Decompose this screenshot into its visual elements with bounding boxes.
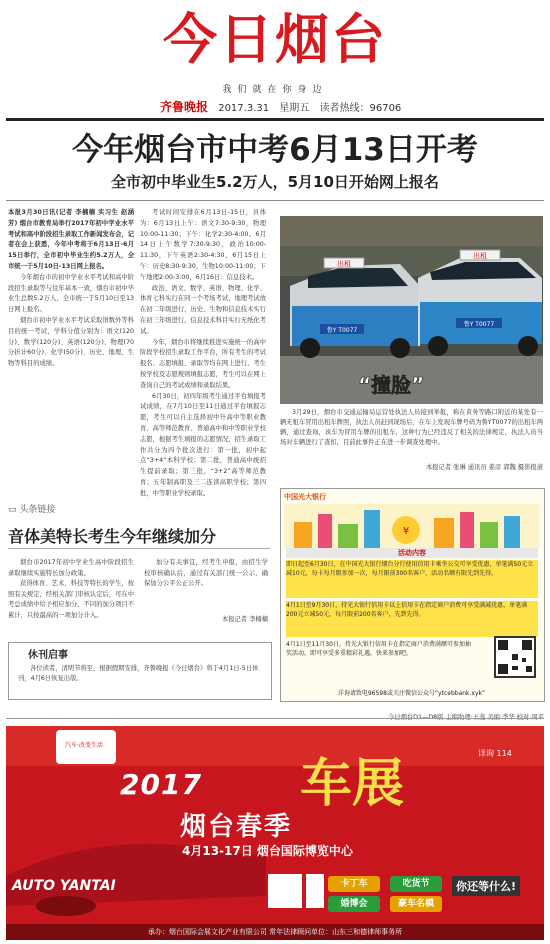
lead-column-1 <box>8 208 134 480</box>
bank-ad-footer: 详询请致电96598或关注微信公众号“ytcebbank.xyk” <box>337 690 486 697</box>
masthead-rule <box>6 118 544 121</box>
story2-paragraph: 烟台市2017年初中学业生高中阶段招生录取继续实施特长加分政策。 <box>8 559 134 577</box>
autoshow-carfair-title: 车展 <box>300 753 405 814</box>
lead-byline: 本报3月30日讯(记者 李楠楠 实习生 赵涵芳) 烟台市教育局举行2017年初中学业水平考试和高中阶段招生录取工作新闻发布会，记者在会上获悉，今年中考将于6月13日-6月15日举行，全市初中毕业生约5.2万人，全市统一于5月10日-13日网上报名。 <box>8 209 134 270</box>
autoshow-pill-kart: 卡丁车 <box>328 876 380 892</box>
issue-weekday: 星期五 <box>279 103 310 114</box>
story2-paragraph: 获得体育、艺术、科技等特长的学生，按照有关规定，经相关部门审核认定后，可在中考总成绩中给予相应加分，不同的加分项目不累计，只按最高的一项加分计入。 <box>8 580 134 619</box>
autoshow-pill-models: 豪车名模 <box>390 896 442 912</box>
svg-text:¥: ¥ <box>402 526 410 537</box>
lead-paragraph: 烟台市初中学业水平考试采取语数外等科目的统一考试，学科分值分别为：语文(120分)、数学(120分)、英语(120分)、物理(70分折计60分)、化学(50分)、历史、地理、生物等科目的成绩。 <box>8 316 134 368</box>
bank-offer-3: 4月1日至11月30日，持光大银行信用卡在指定商户消费满额可参加抽奖活动，即可享受多重精彩礼遇，快来参加吧。 <box>286 640 476 686</box>
lead-subhead: 全市初中毕业生5.2万人，5月10日开始网上报名 <box>111 173 439 191</box>
section-tag-label: 头条链接 <box>19 505 56 515</box>
bank-logo: 中国光大银行 <box>284 493 326 501</box>
photo-caption: 3月29日，烟台市交通运输局运营处执法人员接到举报，称在黄务等路口附近的某处有一辆无租车冒用出租车牌照，执法人员赶到现场后，在车上发现车牌号码为鲁YT0077的出租车两辆，通过查询，该车为冒用车牌的出租车，这种行为已经违反了相关的法律规定，执法人员当场对车辆进行了查扣，目前此事件正在进一步调查处理中。 <box>280 409 543 446</box>
autoshow-year: 2017 <box>120 768 202 801</box>
photo-overlay-title: “撞脸” <box>358 373 425 397</box>
lead-headline: 今年烟台市中考6月13日开考 <box>72 132 478 168</box>
autoshow-brand: AUTO YANTAI <box>12 878 116 894</box>
issue-date: 2017.3.31 <box>218 103 270 114</box>
plate-right: 鲁Y T0077 <box>463 321 495 328</box>
lead-paragraph: 考试时间安排在6月13日-15日，具体为：6月13日上午：语文7:30-9:30，物理10:00-11:30；下午：化学2:30-4:00。6月14日上午数学7:30-9:30，政治10:00-11:30，下午英语2:30-4:30，6月15日上午：历史8:30-9:30，生物10:00-11:00；下午地理2:00-3:00，6月16日：信息技术。 <box>140 209 266 281</box>
story2-rule <box>8 548 270 549</box>
autoshow-sponsor-line: 承办：烟台国际会展文化产业有限公司 常年法律顾问单位：山东三和德律师事务所 <box>6 924 544 940</box>
autoshow-season: 烟台春季 <box>180 812 293 842</box>
autoshow-cta: 你还等什么! <box>452 876 520 896</box>
lead-paragraph: 6月30日，初四年级考生通过平台填报考试成绩，在7月10日至11日通过平台填报志愿，考生可以自主选择初中升高中等职业教育、高等师范教育、普通高中和中等职业学校志愿，根据考生填报的志愿情况，招生录取工作共分为四个批次进行：第一批，初中起点“3+4”本科学校；第二批，普通高中统招生提前录取；第三批，“3+2”高等师范教育；五年制高职及三二连读高职学校；第四批，中等职业学校录取。 <box>140 392 266 497</box>
taxi-sign-right: 出租 <box>473 252 487 260</box>
story2-paragraph: 加分有关事宜，经考生申报，由招生学校审核确认后，通过有关部门统一公示，确保加分公平公正公开。 <box>144 559 268 588</box>
taxi-sign-left: 出租 <box>337 260 351 268</box>
qr-code-icon[interactable] <box>494 636 536 678</box>
section-tag: ▭ 头条链接 <box>8 505 56 515</box>
photo-credit: 本报记者 张琳 通讯员 姜彦 郭魏 摄影报道 <box>425 464 543 471</box>
story2-credit: 本报记者 李楠楠 <box>221 616 268 623</box>
autoshow-pill-wedding: 婚博会 <box>328 896 380 912</box>
autoshow-id: 详询 114 <box>478 749 512 758</box>
autoshow-dates: 4月13-17日 烟台国际博览中心 <box>182 844 353 858</box>
city-illustration <box>284 504 539 548</box>
news-photo <box>280 216 543 404</box>
autoshow-pill-food: 吃货节 <box>390 876 442 892</box>
bank-offer-2: 4月1日至9月30日，持光大银行信用卡以上信用卡在指定商户消费可享受满减优惠，单笔满200元立减50元，每月限前200名客户，先到先得。 <box>286 601 538 637</box>
headline-rule <box>6 200 544 201</box>
story2-headline: 音体美特长考生今年继续加分 <box>8 527 217 546</box>
taxi-photo-illustration <box>280 216 543 404</box>
story2-column-2 <box>144 558 268 638</box>
bank-ad-illustration <box>284 504 539 548</box>
notice-body: 各位读者，清明节将至，根据假期安排，齐鲁晚报《今日烟台》将于4月1日-5日休刊，4月6日恢复出版。 <box>18 665 259 682</box>
lead-paragraph: 今年烟台市的初中学业水平考试和高中阶段招生录取等与往年基本一致，烟台市初中毕业生总数5.2万人，全市统一于5月10日至13日网上报名。 <box>8 273 134 314</box>
lead-column-2 <box>140 208 266 497</box>
autoshow-logo: 汽车·改变生活 <box>65 742 103 749</box>
lead-paragraph: 政治、语文、数学、英语、物理、化学、体育七科实行在同一个考场考试，地理考试放在初二年级进行，历史、生物和信息技术实行在初三年级进行，信息技术科目实行无纸化考试。 <box>140 284 266 335</box>
footer-rule <box>6 718 544 719</box>
bank-offer-1: 即日起至6月30日，在中国光大银行烟台分行使用信用卡乘坐公交可享受优惠，单笔满50元立减10元，每卡每月限参加一次，每月限前300名客户，活动名额有限先到先得。 <box>286 560 538 598</box>
notice-title: 休刊启事 <box>24 646 72 661</box>
bank-ad-section-title: 活动内容 <box>286 548 538 558</box>
masthead-info <box>160 98 408 115</box>
masthead-slogan: 我们就在你身边 <box>222 85 328 95</box>
brand-logo: 齐鲁晚报 <box>160 100 209 114</box>
reader-hotline: 读者热线：96706 <box>319 103 402 114</box>
story2-column-1 <box>8 558 134 638</box>
lead-paragraph: 今年，烟台市将继续推进实施统一的高中阶段学校招生录取工作平台，所有考生的考试报名、志愿填报、录取等均在网上进行，考生按学校及志愿规则填报志愿，考生可以在网上查询自己的考试成绩和录取结果。 <box>140 338 266 389</box>
page-footer <box>200 712 544 721</box>
plate-left: 鲁Y T0077 <box>326 327 358 334</box>
masthead-title: 今日烟台 <box>163 8 387 71</box>
